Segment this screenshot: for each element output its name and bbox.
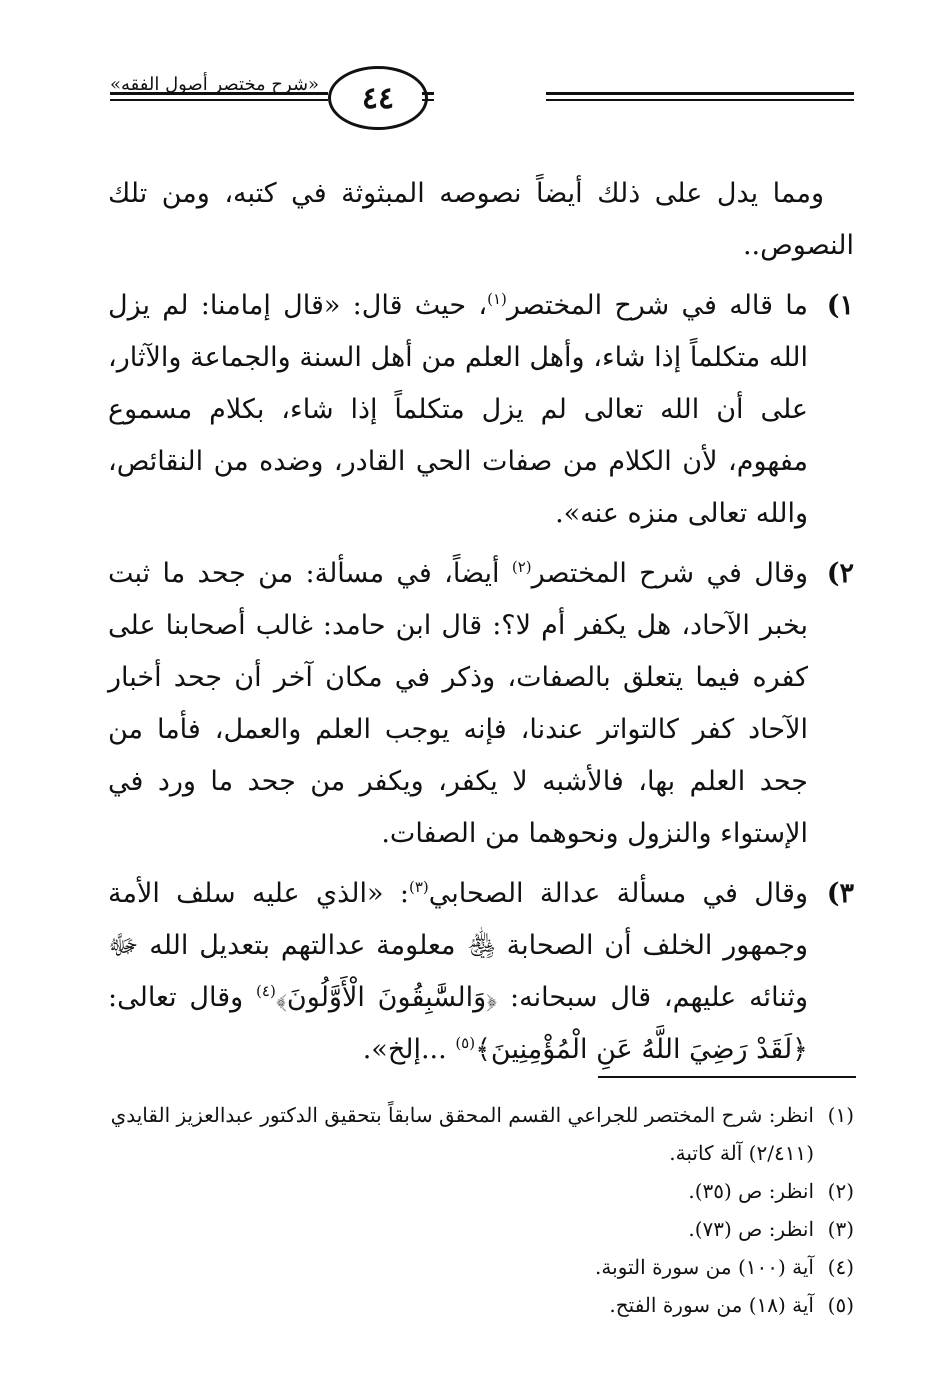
footnote-text: انظر: ص (٣٥). (688, 1179, 814, 1203)
footnote (108, 1096, 854, 1172)
footnote-ref: (٤) (256, 982, 276, 1000)
footnote-ref: (٥) (455, 1034, 476, 1052)
header-rule-right (546, 92, 854, 101)
footnote-ref: (١) (487, 290, 507, 308)
footnote (108, 1172, 854, 1210)
intro-paragraph: ومما يدل على ذلك أيضاً نصوصه المبثوثة في كتبه، ومن تلك النصوص.. (108, 178, 854, 261)
footnote-text: انظر: شرح المختصر للجراعي القسم المحقق سابقاً بتحقيق الدكتور عبدالعزيز القايدي (٢/٤١١) آلة كاتبة. (110, 1103, 814, 1165)
footnote-text: آية (١٨) من سورة الفتح. (609, 1293, 814, 1317)
item-number: ١) (826, 290, 854, 321)
item-text: وقال في مسألة عدالة الصحابي$^{(٣)}$: «الذي عليه سلف الأمة وجمهور الخلف أن الصحابة ﵃ معلومة عدالتهم بتعديل الله ﷻ وثنائه عليهم، قال سبحانه: ﴿وَالسَّٰبِقُونَ الْأَوَّلُونَ﴾$^{(٤)}$ وقال تعالى: ﴿لَقَدْ رَضِيَ اللَّهُ عَنِ الْمُؤْمِنِينَ﴾$^{(٥)}$ ...إلخ». (108, 878, 808, 1065)
page-header (110, 62, 854, 132)
footnote-ref: (٢) (511, 558, 532, 576)
list-item (108, 280, 854, 540)
footnote-number: (٤) (827, 1255, 854, 1279)
footnote-divider (598, 1076, 856, 1078)
footnote-number: (٥) (827, 1293, 854, 1317)
footnote-number: (٣) (827, 1217, 854, 1241)
footnote-ref: (٣) (408, 878, 429, 896)
list-item (108, 868, 854, 1076)
item-number: ٢) (826, 558, 854, 589)
main-text (108, 168, 854, 1084)
item-number: ٣) (826, 878, 854, 909)
header-rule-middle (422, 92, 434, 101)
footnote (108, 1210, 854, 1248)
footnote-number: (٢) (827, 1179, 854, 1203)
footnote-number: (١) (827, 1103, 854, 1127)
footnote (108, 1286, 854, 1324)
footnote (108, 1248, 854, 1286)
footnote-text: انظر: ص (٧٣). (688, 1217, 814, 1241)
footnote-text: آية (١٠٠) من سورة التوبة. (595, 1255, 814, 1279)
item-text: وقال في شرح المختصر$^{(٢)}$ أيضاً، في مسألة: من جحد ما ثبت بخبر الآحاد، هل يكفر أم لا؟: قال ابن حامد: غالب أصحابنا على كفره فيما يتعلق بالصفات، وذكر في مكان آخر أن جحد أخبار الآحاد كفر كالتواتر عندنا، فإنه يوجب العلم والعمل، فأما من جحد العلم بها، فالأشبه لا يكفر، ويكفر من جحد ما ورد في الإستواء والنزول ونحوهما من الصفات. (108, 558, 808, 849)
list-item (108, 548, 854, 860)
footnotes (108, 1096, 854, 1324)
book-title: «شرح مختصر أصول الفقه» (110, 74, 320, 95)
item-text: ما قاله في شرح المختصر$^{(١)}$، حيث قال: «قال إمامنا: لم يزل الله متكلماً إذا شاء، وأهل العلم من أهل السنة والجماعة والآثار، على أن الله تعالى لم يزل متكلماً إذا شاء، بكلام مسموع مفهوم، لأن الكلام من صفات الحي القادر، وضده من النقائص، والله تعالى منزه عنه». (108, 290, 808, 529)
page-number: ٤٤ (328, 66, 428, 130)
